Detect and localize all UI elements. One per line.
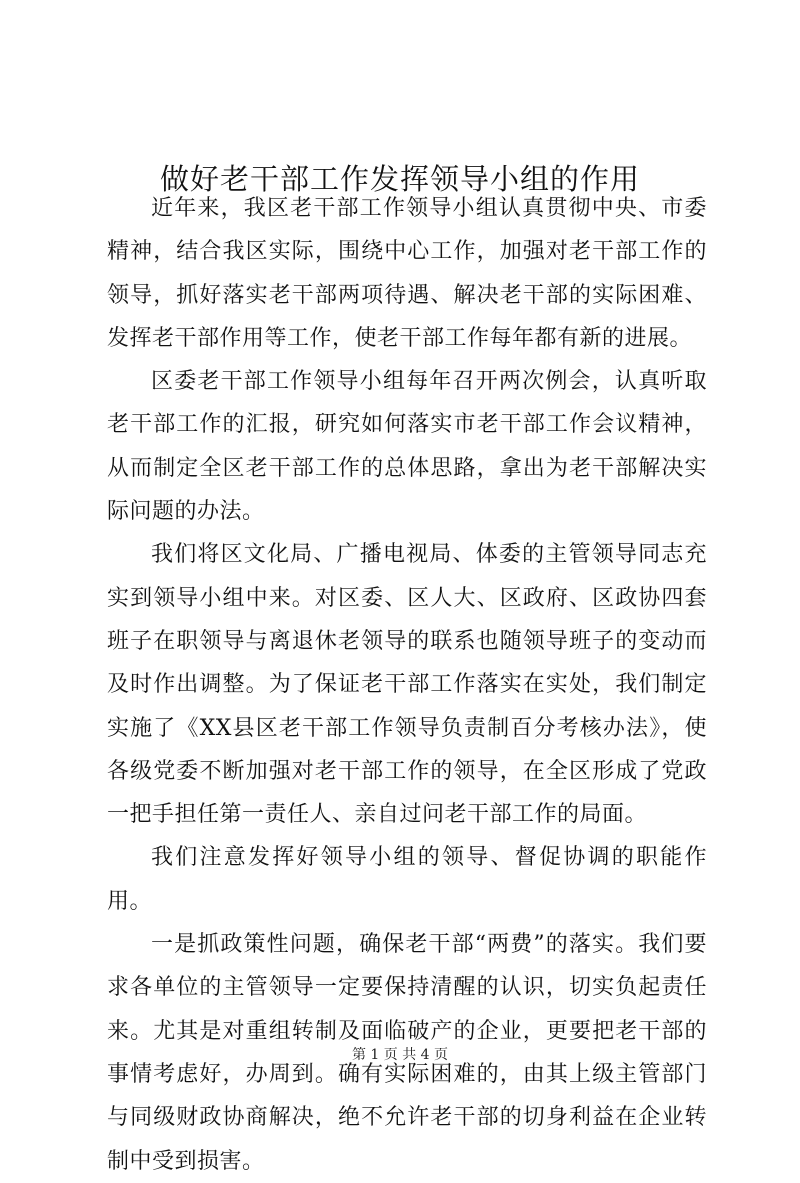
document-title: 做好老干部工作发挥领导小组的作用 — [159, 162, 640, 197]
paragraph-2: 区委老干部工作领导小组每年召开两次例会，认真听取老干部工作的汇报，研究如何落实市老干部工作会议精神，从而制定全区老干部工作的总体思路，拿出为老干部解决实际问题的办法。 — [107, 369, 707, 525]
paragraph-5: 一是抓政策性问题，确保老干部“两费”的落实。我们要求各单位的主管领导一定要保持清醒的认识，切实负起责任来。尤其是对重组转制及面临破产的企业，更要把老干部的事情考虑好，办周到。确有实际困难的，由其上级主管部门与同级财政协商解决，绝不允许老干部的切身利益在企业转制中受到损害。 — [107, 932, 707, 1174]
paragraph-1: 近年来，我区老干部工作领导小组认真贯彻中央、市委精神，结合我区实际，围绕中心工作，加强对老干部工作的领导，抓好落实老干部两项待遇、解决老干部的实际困难、发挥老干部作用等工作，使老干部工作每年都有新的进展。 — [107, 196, 707, 351]
document-body — [107, 187, 707, 1183]
page-footer: 第 1 页 共 4 页 — [351, 1047, 449, 1063]
paragraph-3: 我们将区文化局、广播电视局、体委的主管领导同志充实到领导小组中来。对区委、区人大、区政府、区政协四套班子在职领导与离退休老领导的联系也随领导班子的变动而及时作出调整。为了保证老干部工作落实在实处，我们制定实施了《XX县区老干部工作领导负责制百分考核办法》，使各级党委不断加强对老干部工作的领导，在全区形成了党政一把手担任第一责任人、亲自过问老干部工作的局面。 — [107, 542, 707, 828]
paragraph-4: 我们注意发挥好领导小组的领导、督促协调的职能作用。 — [107, 845, 707, 914]
